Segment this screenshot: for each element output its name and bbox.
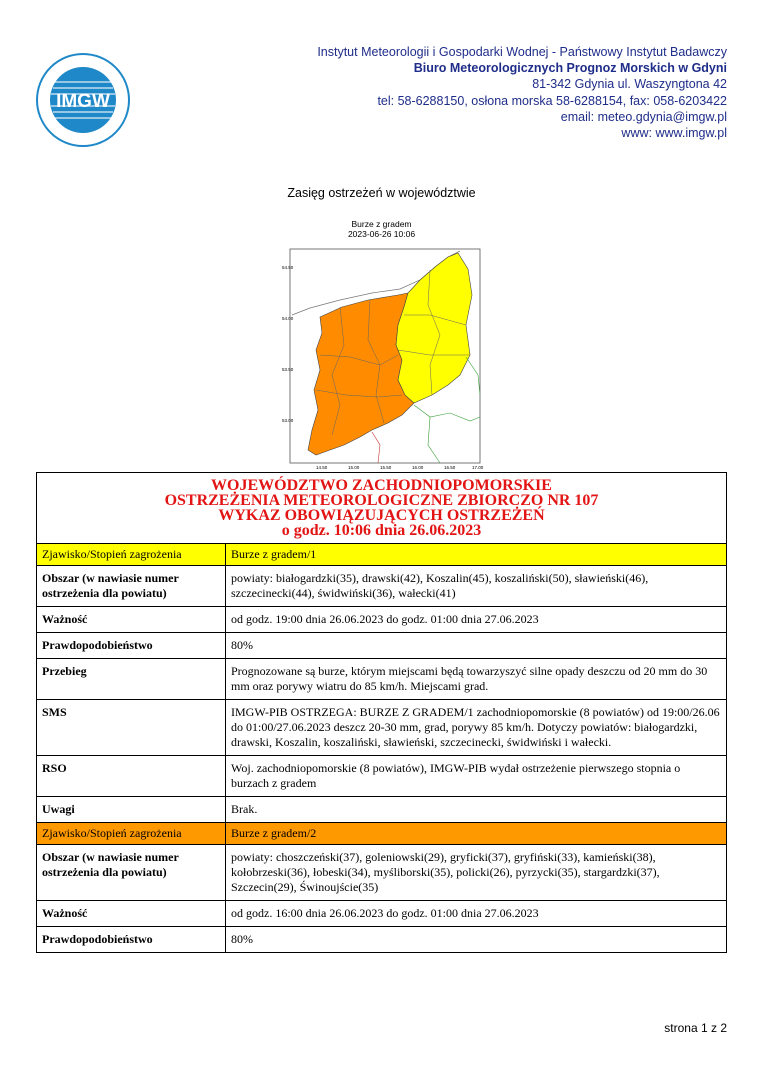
- warning1-sms-row: [37, 700, 727, 756]
- phone: tel: 58-6288150, osłona morska 58-6288154, fax: 058-6203422: [377, 93, 727, 108]
- warning1-area-row: [37, 566, 727, 607]
- warnings-table: [36, 472, 727, 953]
- warning2-phenomenon: Burze z gradem/2: [226, 823, 727, 845]
- warning2-phenomenon-label: Zjawisko/Stopień zagrożenia: [37, 823, 226, 845]
- y-tick-53-50: 53.50: [282, 367, 294, 372]
- x-tick-15-50: 15.50: [380, 465, 392, 470]
- warning2-validity: od godz. 16:00 dnia 26.06.2023 do godz. 01:00 dnia 27.06.2023: [226, 901, 727, 927]
- y-tick-53-00: 53.00: [282, 418, 294, 423]
- x-tick-17-00: 17.00: [472, 465, 484, 470]
- warning2-validity-label: Ważność: [37, 901, 226, 927]
- imgw-logo: [35, 52, 131, 148]
- title-warnings: OSTRZEŻENIA METEOROLOGICZNE ZBIORCZO NR 107: [164, 492, 599, 509]
- institute-name: Instytut Meteorologii i Gospodarki Wodnej - Państwowy Instytut Badawczy: [317, 45, 727, 59]
- warning1-sms-label: SMS: [37, 700, 226, 756]
- map-subtitle: [0, 219, 763, 239]
- warning2-probability-label: Prawdopodobieństwo: [37, 927, 226, 953]
- website[interactable]: www: www.imgw.pl: [621, 126, 727, 141]
- title-list: WYKAZ OBOWIĄZUJĄCYCH OSTRZEŻEŃ: [218, 507, 545, 524]
- x-tick-15-00: 15.00: [348, 465, 360, 470]
- warning1-area-label: Obszar (w nawiasie numer ostrzeżenia dla powiatu): [37, 566, 226, 607]
- warning1-phenomenon-label: Zjawisko/Stopień zagrożenia: [37, 544, 226, 566]
- warning1-probability: 80%: [226, 633, 727, 659]
- warning2-validity-row: [37, 901, 727, 927]
- warning1-probability-row: [37, 633, 727, 659]
- warning1-remarks-label: Uwagi: [37, 797, 226, 823]
- title-time: o godz. 10:06 dnia 26.06.2023: [281, 522, 482, 539]
- institute-header: [317, 44, 727, 141]
- warning2-area-row: [37, 845, 727, 901]
- title-voivodeship: WOJEWÓDZTWO ZACHODNIOPOMORSKIE: [211, 477, 552, 494]
- warning1-course: Prognozowane są burze, którym miejscami będą towarzyszyć silne opady deszczu od 20 mm do 30 mm oraz porywy wiatru do 85 km/h. Miejscami grad.: [226, 659, 727, 700]
- table-title: [37, 473, 727, 544]
- warning1-validity: od godz. 19:00 dnia 26.06.2023 do godz. 01:00 dnia 27.06.2023: [226, 607, 727, 633]
- office-name: Biuro Meteorologicznych Prognoz Morskich w Gdyni: [413, 61, 727, 76]
- warning1-course-row: [37, 659, 727, 700]
- warning2-area: powiaty: choszczeński(37), goleniowski(29), gryficki(37), gryfiński(33), kamieński(38), kołobrzeski(36), łobeski(34), myśliborski(35), policki(26), pyrzycki(35), stargardzki(37), Szczecin(29), Świnoujście(35): [226, 845, 727, 901]
- email[interactable]: email: meteo.gdynia@imgw.pl: [560, 109, 727, 124]
- y-tick-54-50: 54.50: [282, 265, 294, 270]
- page-number: strona 1 z 2: [664, 1021, 727, 1035]
- warning1-phenomenon-row: [37, 544, 727, 566]
- warning1-sms: IMGW-PIB OSTRZEGA: BURZE Z GRADEM/1 zachodniopomorskie (8 powiatów) od 19:00/26.06 do 01:00/27.06.2023 deszcz 20-30 mm, grad, porywy 85 km/h. Dotyczy powiatów: białogardzki, drawski, Koszalin, koszaliński, sławieński, szczecinecki, świdwiński i wałecki.: [226, 700, 727, 756]
- map-title: Zasięg ostrzeżeń w województwie: [287, 186, 476, 200]
- svg-text:IMGW: IMGW: [56, 91, 110, 112]
- map-phenomenon: Burze z gradem: [351, 219, 412, 229]
- map-timestamp: 2023-06-26 10:06: [347, 229, 416, 239]
- warning-map: [280, 245, 490, 470]
- warning1-course-label: Przebieg: [37, 659, 226, 700]
- warning1-probability-label: Prawdopodobieństwo: [37, 633, 226, 659]
- warning1-validity-row: [37, 607, 727, 633]
- warning1-area: powiaty: białogardzki(35), drawski(42), Koszalin(45), koszaliński(50), sławieński(46), szczecinecki(44), świdwiński(36), wałecki(41): [226, 566, 727, 607]
- warning1-phenomenon: Burze z gradem/1: [226, 544, 727, 566]
- warning1-remarks-row: [37, 797, 727, 823]
- warning2-probability-row: [37, 927, 727, 953]
- y-tick-54-00: 54.00: [282, 316, 294, 321]
- x-tick-14-50: 14.50: [316, 465, 328, 470]
- warning1-rso-label: RSO: [37, 756, 226, 797]
- warning2-probability: 80%: [226, 927, 727, 953]
- warning1-rso: Woj. zachodniopomorskie (8 powiatów), IMGW-PIB wydał ostrzeżenie pierwszego stopnia o burzach z gradem: [226, 756, 727, 797]
- warning2-phenomenon-row: [37, 823, 727, 845]
- x-tick-16-00: 16.00: [412, 465, 424, 470]
- address: 81-342 Gdynia ul. Waszyngtona 42: [532, 77, 727, 92]
- warning1-rso-row: [37, 756, 727, 797]
- x-tick-16-50: 16.50: [444, 465, 456, 470]
- warning1-validity-label: Ważność: [37, 607, 226, 633]
- warning1-remarks: Brak.: [226, 797, 727, 823]
- warning2-area-label: Obszar (w nawiasie numer ostrzeżenia dla powiatu): [37, 845, 226, 901]
